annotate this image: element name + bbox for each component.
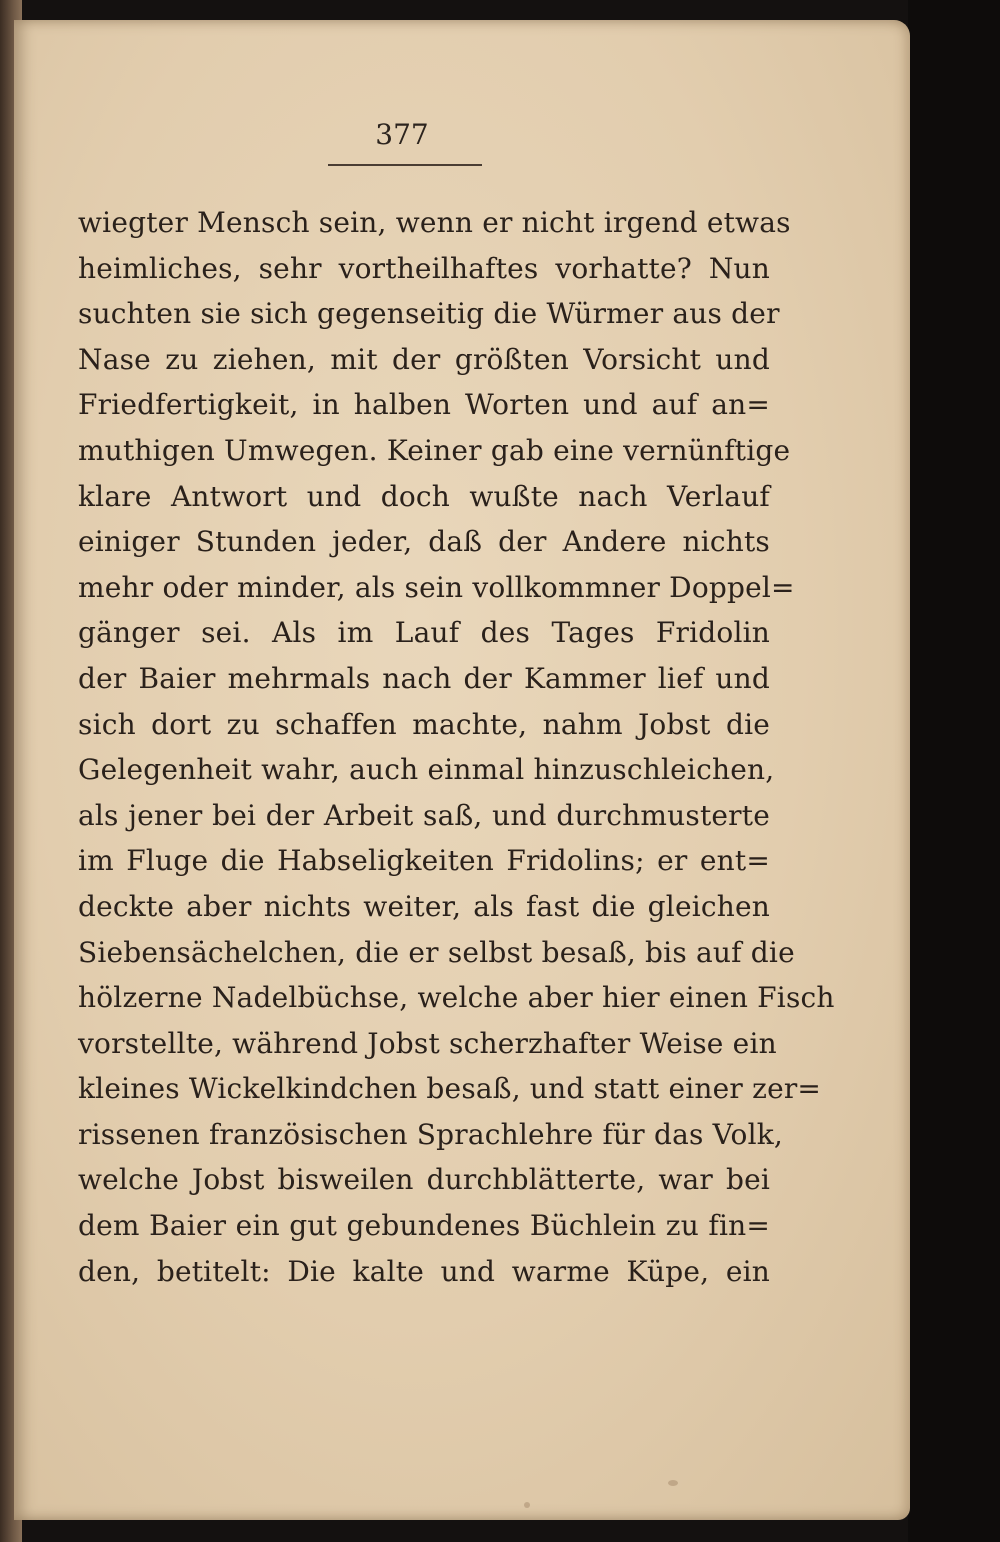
- text-line: dem Baier ein gut gebundenes Büchlein zu fin=: [78, 1209, 770, 1243]
- text-line: rissenen französischen Sprachlehre für das Volk,: [78, 1117, 783, 1151]
- text-line: welche Jobst bisweilen durchblätterte, war bei: [78, 1163, 770, 1197]
- text-line: wiegter Mensch sein, wenn er nicht irgend etwas: [78, 206, 791, 239]
- text-line: den, betitelt: Die kalte und warme Küpe, ein: [78, 1254, 770, 1288]
- text-line: Siebensächelchen, die er selbst besaß, bis auf die: [78, 935, 795, 969]
- text-line: gänger sei. Als im Lauf des Tages Fridolin: [78, 616, 770, 650]
- text-line: klare Antwort und doch wußte nach Verlauf: [78, 479, 770, 513]
- text-line: Gelegenheit wahr, auch einmal hinzuschleichen,: [78, 753, 775, 787]
- text-line: der Baier mehrmals nach der Kammer lief und: [78, 661, 770, 695]
- text-line: sich dort zu schaffen machte, nahm Jobst die: [78, 707, 770, 741]
- text-line: im Fluge die Habseligkeiten Fridolins; er ent=: [78, 844, 770, 878]
- paper-stain: [524, 1502, 530, 1508]
- page-number: 377: [375, 118, 429, 151]
- text-line: hölzerne Nadelbüchse, welche aber hier einen Fisch: [78, 981, 835, 1015]
- text-line: einiger Stunden jeder, daß der Andere nichts: [78, 525, 770, 559]
- text-line: Friedfertigkeit, in halben Worten und auf an=: [78, 388, 770, 422]
- dark-background: [908, 0, 1000, 1542]
- page-body-text: [78, 200, 835, 1294]
- text-line: Nase zu ziehen, mit der größten Vorsicht und: [78, 342, 770, 376]
- paper-stain: [668, 1480, 678, 1486]
- text-line: mehr oder minder, als sein vollkommner Doppel=: [78, 570, 795, 604]
- text-line: als jener bei der Arbeit saß, und durchmusterte: [78, 798, 770, 832]
- text-line: suchten sie sich gegenseitig die Würmer aus der: [78, 297, 780, 331]
- header-rule: [328, 164, 482, 166]
- text-line: muthigen Umwegen. Keiner gab eine vernünftige: [78, 433, 791, 467]
- text-line: kleines Wickelkindchen besaß, und statt einer zer=: [78, 1072, 822, 1106]
- text-line: vorstellte, während Jobst scherzhafter Weise ein: [78, 1026, 777, 1060]
- text-line: deckte aber nichts weiter, als fast die gleichen: [78, 889, 770, 923]
- text-line: heimliches, sehr vortheilhaftes vorhatte? Nun: [78, 251, 770, 285]
